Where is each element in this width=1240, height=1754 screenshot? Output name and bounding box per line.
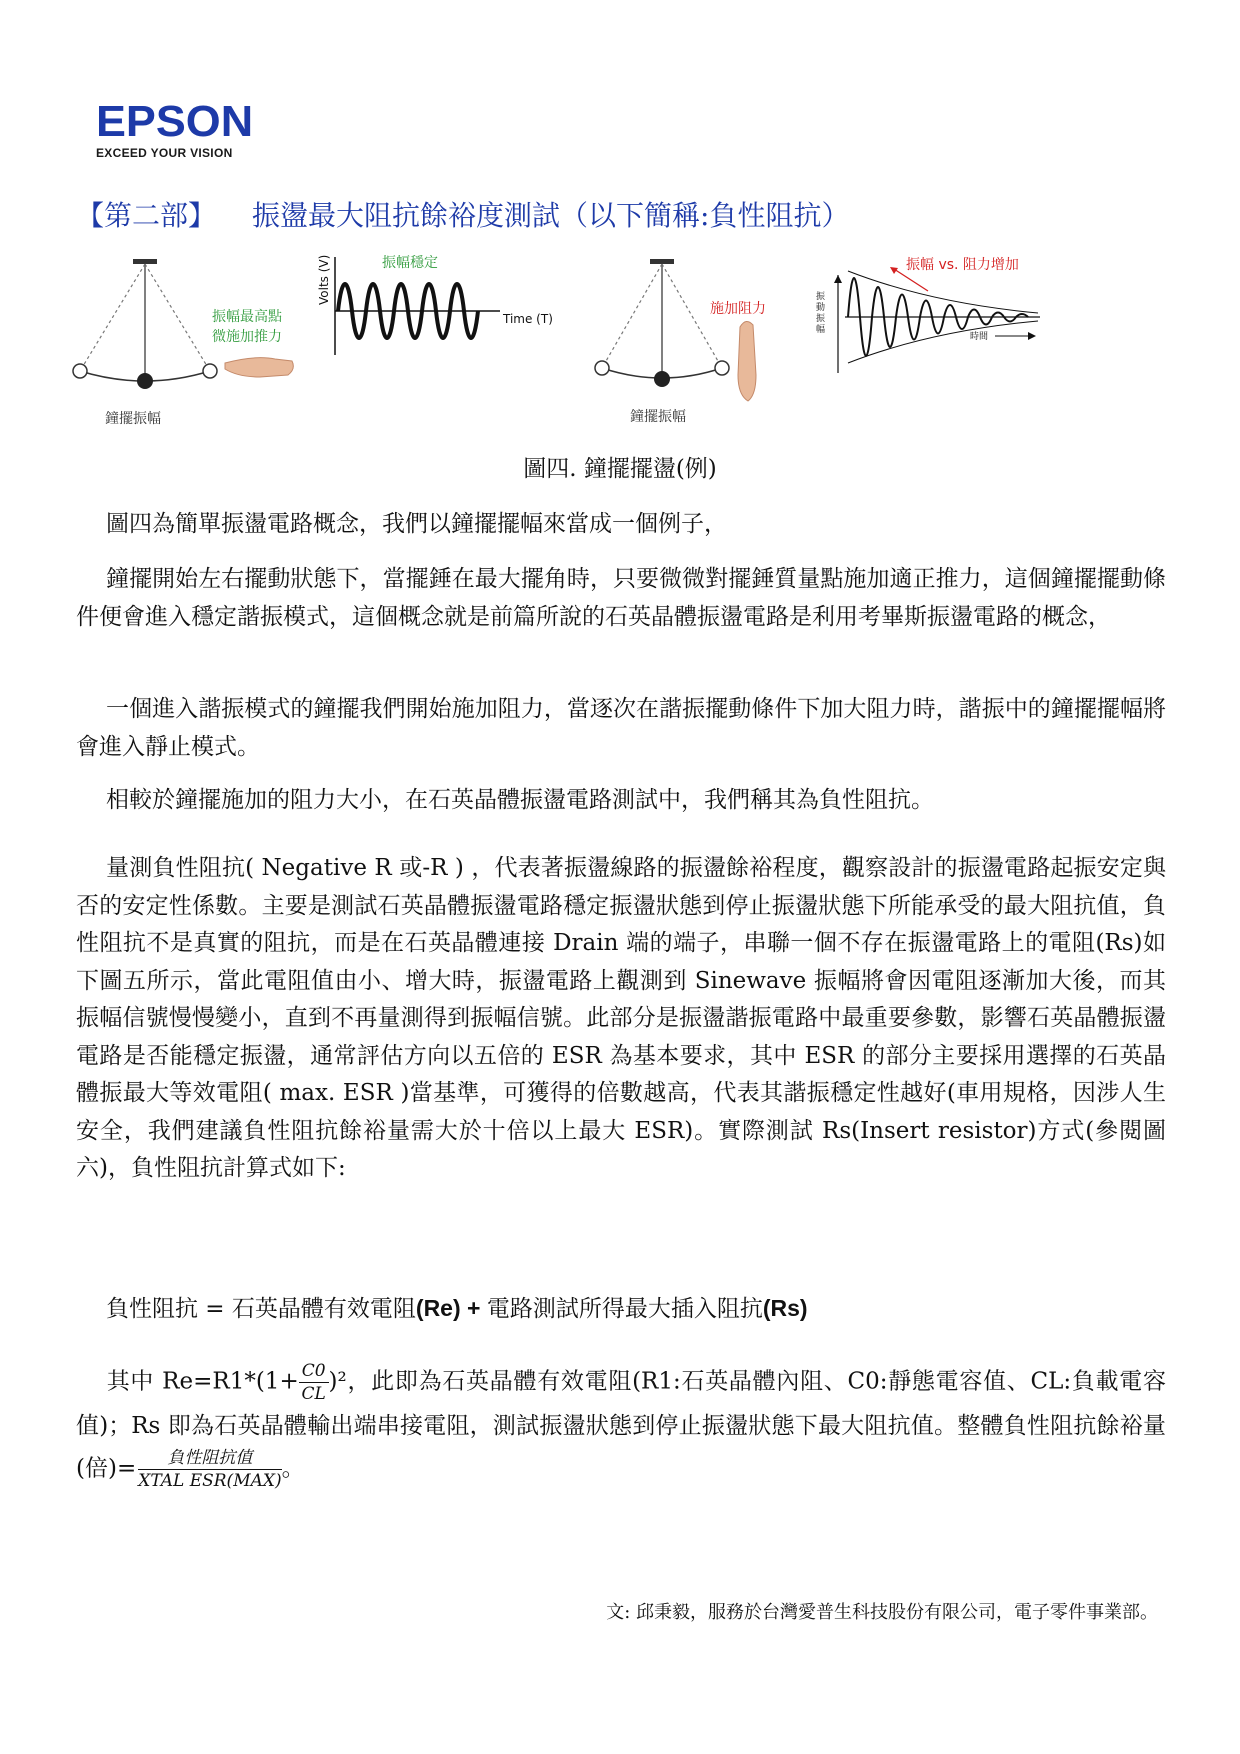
frac-numerator: C0 xyxy=(299,1360,329,1383)
logo-tagline: EXCEED YOUR VISION xyxy=(96,146,233,160)
right-amplitude-label: 鐘擺振幅 xyxy=(630,409,686,425)
decay-chart xyxy=(816,256,1040,373)
heading-title: 振盪最大阻抗餘裕度測試（以下簡稱:負性阻抗） xyxy=(252,199,850,232)
push-label-line2: 微施加推力 xyxy=(212,329,282,345)
paragraph-3 xyxy=(76,691,1166,766)
formula-rhs: 電路測試所得最大插入阻抗 xyxy=(486,1296,763,1322)
explanation-sup: )² xyxy=(328,1368,347,1395)
heading-part: 【第二部】 xyxy=(76,199,217,232)
paragraph-1-text: 圖四為簡單振盪電路概念，我們以鐘擺擺幅來當成一個例子， xyxy=(106,511,727,537)
formula-plus: + xyxy=(460,1295,487,1321)
decay-x-axis-label: 時間 xyxy=(970,332,989,342)
paragraph-4-text: 相較於鐘擺施加的阻力大小，在石英晶體振盪電路測試中，我們稱其為負性阻抗。 xyxy=(106,787,934,813)
section-heading xyxy=(76,194,1176,234)
paragraph-5-text: 量測負性阻抗( Negative R 或-R ) ，代表著振盪線路的振盪餘裕程度，觀察設計的振盪電路起振安定與否的安定性係數。主要是測試石英晶體振盪電路穩定振盪狀態到停止振盪狀態下所能承受的最大阻抗值，負性阻抗不是真實的阻抗，而是在石英晶體連接 Drain 端的端子，串聯一個不存在振盪電路上的電阻(Rs)如下圖五所示，當此電阻值由小、增大時，振盪電路上觀測到 Sinewave 振幅將會因電阻逐漸加大後，而其振幅信號慢慢變小，直到不再量測得到振幅信號。此部分是振盪諧振電路中最重要參數，影響石英晶體振盪電路是否能穩定振盪，通常評估方向以五倍的 ESR 為基本要求，其中 ESR 的部分主要採用選擇的石英晶體振最大等效電阻( max. ESR )當基準，可獲得的倍數越高，代表其諧振穩定性越好(車用規格，因涉人生安全，我們建議負性阻抗餘裕量需大於十倍以上最大 ESR)。實際測試 Rs(Insert resistor)方式(參閱圖六)，負性阻抗計算式如下: xyxy=(76,855,1166,1181)
figure-caption: 圖四. 鐘擺擺盪(例) xyxy=(523,456,717,482)
right-pendulum xyxy=(595,259,766,425)
pendulum-figure xyxy=(70,255,1170,435)
c0-cl-fraction xyxy=(299,1360,329,1405)
stable-label: 振幅穩定 xyxy=(382,255,438,271)
decay-title: 振幅 vs. 阻力增加 xyxy=(906,257,1019,273)
paragraph-3-text: 一個進入諧振模式的鐘擺我們開始施加阻力，當逐次在諧振擺動條件下加大阻力時，諧振中的鐘擺擺幅將會進入靜止模式。 xyxy=(76,696,1166,760)
ratio-denominator: XTAL ESR(MAX) xyxy=(138,1471,282,1491)
left-pendulum xyxy=(73,259,293,427)
paragraph-2 xyxy=(76,561,1166,636)
formula-rs: (Rs) xyxy=(762,1295,808,1321)
paragraph-explanation xyxy=(76,1360,1166,1492)
paragraph-1 xyxy=(76,506,1166,544)
paragraph-4 xyxy=(76,782,1166,820)
formula-re: (Re) xyxy=(415,1295,461,1321)
stable-sine-chart xyxy=(317,255,553,355)
paragraph-2-text: 鐘擺開始左右擺動狀態下，當擺錘在最大擺角時，只要微微對擺錘質量點施加適正推力，這個鐘擺擺動條件便會進入穩定諧振模式，這個概念就是前篇所說的石英晶體振盪電路是利用考畢斯振盪電路的概念， xyxy=(76,566,1166,630)
resistance-label: 施加阻力 xyxy=(710,301,766,317)
volts-axis-label: Volts (V) xyxy=(317,255,331,305)
left-amplitude-label: 鐘擺振幅 xyxy=(105,411,161,427)
negative-resistance-formula xyxy=(106,1290,808,1323)
decay-y-axis-label: 振動振幅 xyxy=(816,292,826,335)
paragraph-5 xyxy=(76,850,1166,1188)
logo-brand: EPSON xyxy=(96,97,254,146)
hand-block-icon xyxy=(738,321,756,401)
formula-lhs: 負性阻抗 = 石英晶體有效電阻 xyxy=(106,1296,416,1322)
hand-push-icon xyxy=(225,358,293,377)
author-footer: 文: 邱秉毅，服務於台灣愛普生科技股份有限公司，電子零件事業部。 xyxy=(606,1602,1158,1623)
explanation-prefix: 其中 Re=R1*(1+ xyxy=(106,1368,299,1395)
explanation-end: 。 xyxy=(281,1455,305,1482)
ratio-numerator: 負性阻抗值 xyxy=(138,1447,281,1470)
push-label-line1: 振幅最高點 xyxy=(212,309,282,325)
margin-ratio-fraction xyxy=(138,1447,281,1492)
explanation-rest: ，此即為石英晶體有效電阻(R1:石英晶體內阻、C0:靜態電容值、CL:負載電容值)；Rs 即為石英晶體輸出端串接電阻，測試振盪狀態到停止振盪狀態下最大阻抗值。整體負性阻抗餘裕量(倍)= xyxy=(76,1368,1166,1482)
epson-logo xyxy=(96,97,276,160)
time-axis-label: Time (T) xyxy=(503,312,553,326)
frac-denominator: CL xyxy=(301,1384,326,1404)
